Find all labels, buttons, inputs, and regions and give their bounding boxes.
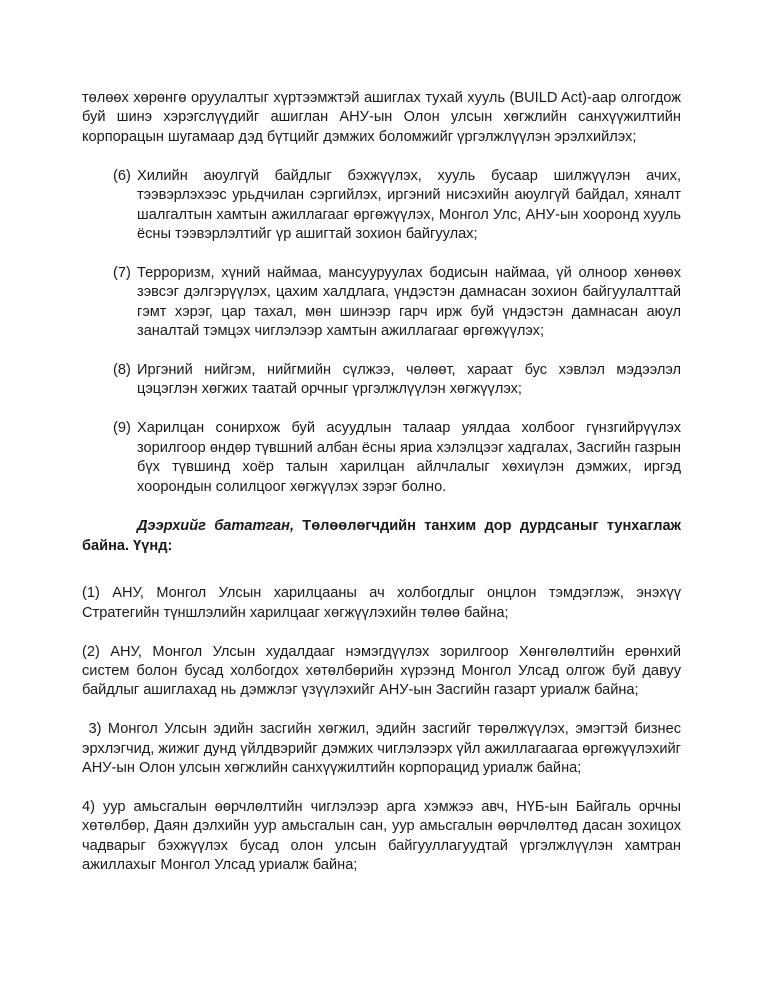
item-text: Хилийн аюулгүй байдлыг бэхжүүлэх, хууль бусаар шилжүүлэн ачих, тээвэрлэхээс урьдчилан сэргийлэх, иргэний нисэхийн аюулгүй байдал, хяналт шалгалтын хамтын ажиллагааг өргөжүүлэх, Монгол Улс, АНУ-ын хооронд хууль ёсны тээвэрлэлтийг үр ашигтай зохион байгуулах; <box>137 167 681 242</box>
resolution-item-2: (2) АНУ, Монгол Улсын худалдааг нэмэгдүүлэх зорилгоор Хөнгөлөлтийн ерөнхий систем болон бусад холбогдох хөтөлбөрийн хүрээнд Монгол Улсад олгож буй давуу байдлыг ашиглахад нь дэмжлэг үзүүлэхийг АНУ-ын Засгийн газарт уриалж байна; <box>82 643 681 699</box>
resolution-heading <box>82 517 681 556</box>
spacer <box>82 244 681 264</box>
spacer <box>82 556 681 584</box>
resolution-item-1: (1) АНУ, Монгол Улсын харилцааны ач холбогдлыг онцлон тэмдэглэж, энэхүү Стратегийн түншлэлийн харилцааг хөгжүүлэхийн төлөө байна; <box>82 585 681 621</box>
item-number: (6) <box>113 167 131 184</box>
numbered-item-7 <box>113 264 681 342</box>
spacer <box>82 147 681 167</box>
item-number: (7) <box>113 264 131 281</box>
spacer <box>82 701 681 721</box>
item-number: (8) <box>113 361 131 378</box>
spacer <box>82 623 681 643</box>
item-text: Терроризм, хүний наймаа, мансууруулах бодисын наймаа, үй олноор хөнөөх зэвсэг дэлгэрүүлэх, цахим халдлага, үндэстэн дамнасан зохион байгуулалттай гэмт хэрэг, цар тахал, мөн шинээр гарч ирж буй үндэстэн дамнасан аюул заналтай тэмцэх чиглэлээр хамтын ажиллагааг өргөжүүлэх; <box>137 264 681 340</box>
numbered-item-8 <box>113 361 681 400</box>
item-text: Харилцан сонирхож буй асуудлын талаар уялдаа холбоог гүнзгийрүүлэх зорилгоор өндөр түвшний албан ёсны яриа хэлэлцээг хадгалах, Засгийн газрын бүх түвшинд хоёр талын харилцан айлчлалыг хөхиүлэн дэмжих, иргэд хоорондын солилцоог хөгжүүлэх зэрэг болно. <box>137 420 681 495</box>
resolution-rest: Төлөөлөгчдийн танхим дор дурдсаныг тунхаглаж байна. Үүнд: <box>82 518 681 554</box>
item-text: Иргэний нийгэм, нийгмийн сүлжээ, чөлөөт, хараат бус хэвлэл мэдээлэл цэцэглэн хөгжих таатай орчныг үргэлжлүүлэн хөгжүүлэх; <box>137 361 681 398</box>
resolution-item-3: 3) Монгол Улсын эдийн засгийн хөгжил, эдийн засгийг төрөлжүүлэх, эмэгтэй бизнес эрхлэгчид, жижиг дунд үйлдвэрийг дэмжих чиглэлээрх үйл ажиллагаагаа өргөжүүлэхийг АНУ-ын Олон улсын хөгжлийн санхүүжилтийн корпорацид уриалж байна; <box>82 721 686 777</box>
item-number: (9) <box>113 420 131 437</box>
numbered-item-6 <box>113 167 681 245</box>
spacer <box>82 778 681 798</box>
spacer <box>82 497 681 517</box>
resolution-item-4: 4) уур амьсгалын өөрчлөлтийн чиглэлээр арга хэмжээ авч, НҮБ-ын Байгаль орчны хөтөлбөр, Даян дэлхийн уур амьсгалын сан, уур амьсгалын өөрчлөлтөд дасан зохицох чадварыг бэхжүүлэх бусад олон улсын байгууллагуудтай үргэлжлүүлэн хамтран ажиллахыг Монгол Улсад уриалж байна; <box>82 798 681 874</box>
numbered-item-9 <box>113 419 681 497</box>
spacer <box>82 341 681 361</box>
continuation-paragraph: төлөөх хөрөнгө оруулалтыг хүртээмжтэй ашиглах тухай хууль (BUILD Act)-аар олгогдож буй шинэ хэрэгслүүдийг ашиглан АНУ-ын Олон улсын хөгжлийн санхүүжилтийн корпорацын шугамаар дэд бүтцийг дэмжих боломжийг үргэлжлүүлэн эрэлхийлэх; <box>82 90 681 145</box>
spacer <box>82 400 681 420</box>
document-page <box>82 89 686 876</box>
resolution-lead: Дээрхийг бататган, <box>137 518 295 535</box>
